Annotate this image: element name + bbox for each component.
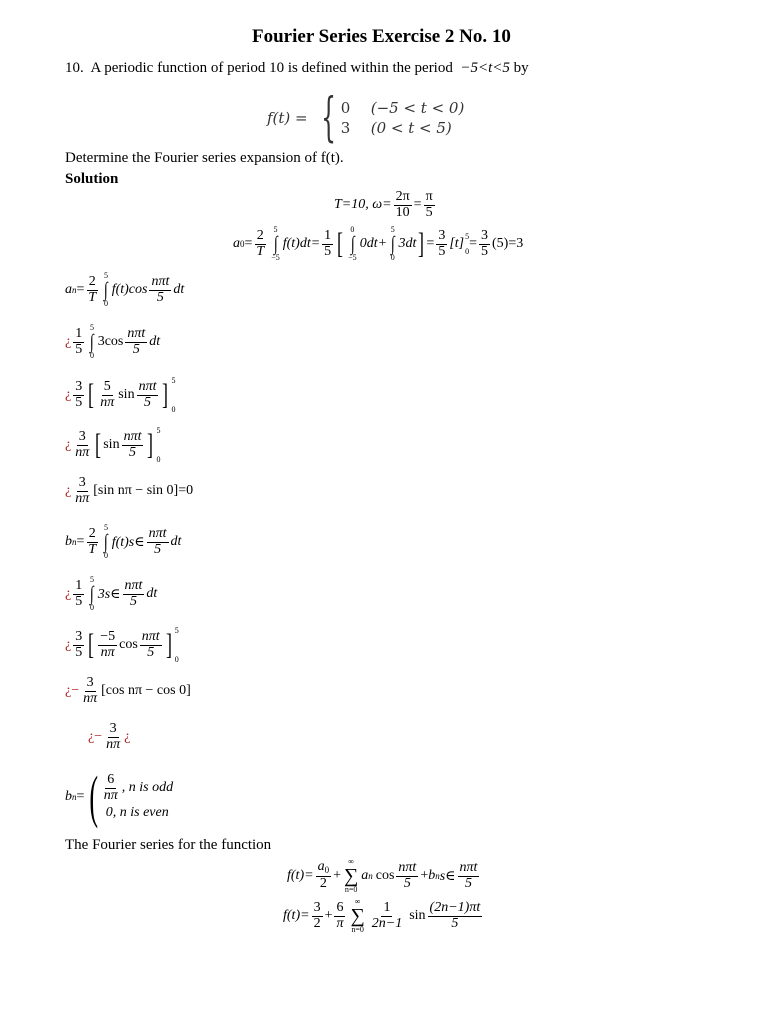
sum-upper: ∞ xyxy=(354,897,361,906)
case2-condition: (0 < t < 5) xyxy=(370,119,452,137)
equation-bn xyxy=(65,524,181,560)
series-intro: The Fourier series for the function xyxy=(65,837,272,853)
eq-text: 3cos xyxy=(97,334,124,349)
frac-den: π xyxy=(336,915,344,931)
equation-bn-step2 xyxy=(65,576,157,612)
frac-num: nπt xyxy=(398,859,417,875)
problem-by: by xyxy=(513,60,529,76)
frac-num: 3 xyxy=(78,475,86,490)
frac-num: 3 xyxy=(86,675,94,690)
eq-text: sin xyxy=(409,908,426,923)
case1-condition: (−5 < t < 0) xyxy=(370,99,465,117)
eq-text: 3dt xyxy=(398,236,417,251)
frac-num: nπt xyxy=(124,577,143,593)
fraction xyxy=(73,430,91,460)
frac-den: 10 xyxy=(395,204,410,220)
fraction xyxy=(98,380,116,410)
fraction xyxy=(73,327,84,357)
eq-text: sin xyxy=(103,437,120,452)
frac-num: −5 xyxy=(100,628,116,644)
integral-sign: 5 ∫ 0 xyxy=(103,271,108,308)
sum-upper: ∞ xyxy=(348,857,354,866)
eq-sub: n xyxy=(368,871,373,881)
eval-limits xyxy=(171,376,175,414)
frac-den: nπ xyxy=(100,394,115,410)
frac-num: 3 xyxy=(481,227,489,243)
frac-den: 5 xyxy=(438,243,446,259)
frac-den: 5 xyxy=(75,341,83,357)
equation-an xyxy=(65,272,184,308)
fraction xyxy=(334,901,345,931)
frac-den: nπ xyxy=(103,787,118,803)
equation-bn-step3 xyxy=(65,626,179,664)
frac-den: nπ xyxy=(75,444,90,460)
frac-den: 2n−1 xyxy=(371,915,403,931)
equation-an-step3 xyxy=(65,376,175,414)
fraction xyxy=(428,901,483,931)
int-upper: 5 xyxy=(103,271,108,280)
eq-text: + xyxy=(324,908,333,923)
fraction xyxy=(394,190,412,220)
int-upper: 5 xyxy=(89,575,94,584)
eq-text: f(t)cos xyxy=(111,282,148,297)
eq-text: dt xyxy=(149,334,161,349)
sum-sign: ∞ ∑ n=0 xyxy=(343,857,359,894)
int-upper: 5 xyxy=(390,225,395,234)
solution-label: Solution xyxy=(65,171,119,187)
eq-text: = xyxy=(469,236,478,251)
eval-upper: 5 xyxy=(156,426,161,435)
fraction xyxy=(86,527,98,557)
fraction xyxy=(73,630,84,660)
frac-num: π xyxy=(425,189,433,204)
eq-text: f(t)= xyxy=(287,868,314,883)
fraction xyxy=(73,380,84,410)
eq-text: cos xyxy=(375,868,395,883)
fraction xyxy=(122,430,144,460)
frac-den: 5 xyxy=(451,915,459,931)
frac-num: nπt xyxy=(127,325,146,341)
integral-sign: 5 ∫ 0 xyxy=(390,225,395,262)
int-lower: 0 xyxy=(89,603,94,612)
fraction xyxy=(254,229,266,259)
equation-bn-step4 xyxy=(65,676,191,706)
int-lower: 0 xyxy=(103,299,108,308)
int-lower: 0 xyxy=(103,551,108,560)
frac-den: T xyxy=(256,243,265,259)
eq-sub: n xyxy=(435,871,440,881)
frac-den: 5 xyxy=(156,289,164,305)
sum-lower: n=0 xyxy=(351,925,364,934)
frac-den: 5 xyxy=(129,593,137,609)
integral-sign: 5 ∫ 0 xyxy=(89,575,94,612)
equation-period-omega xyxy=(334,190,437,220)
frac-num: 2 xyxy=(256,227,264,243)
frac-num: 6 xyxy=(336,899,344,915)
eq-text: [t] xyxy=(449,236,465,251)
fraction xyxy=(140,630,162,660)
frac-den: 5 xyxy=(425,204,433,220)
cases-block xyxy=(84,764,174,829)
eval-lower: 0 xyxy=(465,247,470,256)
eq-text: dt xyxy=(146,586,158,601)
fraction xyxy=(102,773,120,803)
problem-number: 10. xyxy=(65,60,84,76)
eq-text: f(t)s∈ xyxy=(111,534,145,550)
piecewise-definition xyxy=(267,88,465,148)
frac-den: 5 xyxy=(132,341,140,357)
frac-den: 5 xyxy=(154,541,162,557)
fraction xyxy=(147,527,169,557)
frac-num: nπt xyxy=(151,273,170,289)
integral-sign: 5 ∫ 0 xyxy=(89,323,94,360)
eq-mark: ¿ xyxy=(65,637,72,652)
fraction xyxy=(104,722,122,752)
fraction xyxy=(479,229,490,259)
frac-num: 3 xyxy=(109,721,117,736)
integral-sign: 5 ∫ 0 xyxy=(103,523,108,560)
fraction xyxy=(149,275,171,305)
fraction xyxy=(123,579,145,609)
int-lower: 0 xyxy=(89,351,94,360)
eval-lower: 0 xyxy=(171,405,176,414)
case-brace: { xyxy=(320,88,336,148)
frac-num: 1 xyxy=(324,227,332,243)
frac-den: T xyxy=(88,289,97,305)
eq-sub: n xyxy=(72,285,77,295)
frac-den: nπ xyxy=(106,736,121,752)
frac-num: 1 xyxy=(75,325,83,341)
right-bracket: ] xyxy=(147,428,154,461)
sum-sign: ∞ ∑ n=0 xyxy=(350,897,365,934)
frac-den: 5 xyxy=(75,593,83,609)
frac-num: 3 xyxy=(78,428,86,444)
eq-sub: 0 xyxy=(240,239,245,249)
frac-num: (2n−1)πt xyxy=(429,899,481,915)
eq-text: 3s∈ xyxy=(97,586,121,602)
frac-den: 5 xyxy=(481,243,489,259)
frac-den: nπ xyxy=(83,690,98,706)
eq-text: = xyxy=(76,534,85,549)
int-lower: 0 xyxy=(390,253,395,262)
fraction xyxy=(137,380,159,410)
fraction xyxy=(98,630,117,660)
eq-mark: ¿− xyxy=(65,683,80,699)
frac-den: nπ xyxy=(100,644,115,660)
integral-sign: 5 ∫ −5 xyxy=(271,225,280,262)
eq-text: f(t)= xyxy=(283,908,310,923)
eq-text: s∈ xyxy=(439,868,456,884)
eq-text: = xyxy=(426,236,435,251)
eq-text: + xyxy=(333,868,341,883)
fraction xyxy=(312,901,323,931)
frac-num: 3 xyxy=(75,628,83,644)
frac-num: nπt xyxy=(148,525,167,541)
eq-text: a xyxy=(233,236,240,251)
fraction xyxy=(370,901,404,931)
left-bracket: [ xyxy=(88,378,95,411)
fraction xyxy=(73,476,91,506)
equation-a0 xyxy=(233,226,523,262)
frac-num: 3 xyxy=(438,227,446,243)
eval-upper: 5 xyxy=(171,376,176,385)
problem-range: −5<t<5 xyxy=(460,60,510,76)
fraction xyxy=(316,860,332,891)
fraction xyxy=(322,229,333,259)
equation-series-general xyxy=(287,858,481,894)
eq-sub: n xyxy=(72,792,77,802)
int-lower: −5 xyxy=(271,253,280,262)
right-bracket: ] xyxy=(162,378,169,411)
eq-text: b xyxy=(65,534,72,549)
eq-text: = xyxy=(244,236,253,251)
eq-mark: ¿ xyxy=(65,586,72,601)
eq-mark: ¿− xyxy=(88,729,103,745)
task-text: Determine the Fourier series expansion of f(t). xyxy=(65,150,344,166)
equation-bn-cases xyxy=(65,764,174,829)
frac-num: 2π xyxy=(395,189,410,204)
frac-num: 2 xyxy=(88,273,96,289)
eq-text: a xyxy=(361,868,369,883)
int-upper: 5 xyxy=(89,323,94,332)
eq-text: sin xyxy=(118,387,135,402)
eval-lower: 0 xyxy=(174,655,179,664)
eq-text: dt xyxy=(173,282,185,297)
frac-den: 5 xyxy=(75,394,83,410)
int-lower: −5 xyxy=(348,253,357,262)
eval-upper: 5 xyxy=(174,626,179,635)
equation-series-final xyxy=(283,898,484,934)
frac-num: 2 xyxy=(88,525,96,541)
frac-den: 5 xyxy=(147,644,155,660)
equation-an-step2 xyxy=(65,324,160,360)
eq-mark: ¿ xyxy=(65,483,72,499)
frac-num: 1 xyxy=(383,899,391,915)
int-upper: 5 xyxy=(273,225,278,234)
eval-limits xyxy=(156,426,160,464)
frac-den: T xyxy=(88,541,97,557)
eq-text: a xyxy=(65,282,72,297)
frac-den: nπ xyxy=(75,490,90,506)
int-upper: 0 xyxy=(350,225,355,234)
frac-den: 2 xyxy=(313,915,321,931)
frac-num: nπt xyxy=(123,428,142,444)
eval-upper: 5 xyxy=(465,232,470,241)
integral-sign: 0 ∫ −5 xyxy=(348,225,357,262)
eq-mark: ¿ xyxy=(65,437,72,452)
problem-statement xyxy=(65,60,529,77)
eq-text: [sin nπ − sin 0]=0 xyxy=(93,483,194,499)
eq-sub: n xyxy=(72,537,77,547)
frac-num: 6 xyxy=(107,771,115,787)
document-title: Fourier Series Exercise 2 No. 10 xyxy=(252,26,511,47)
eq-sub: 0 xyxy=(324,865,330,876)
frac-den: 5 xyxy=(464,875,472,891)
frac-num: 1 xyxy=(75,577,83,593)
eq-text: 0, n is even xyxy=(105,805,169,821)
eq-text: dt xyxy=(170,534,182,549)
right-bracket: ] xyxy=(165,628,172,661)
eq-text: (5)=3 xyxy=(492,236,524,251)
frac-den: 5 xyxy=(75,644,83,660)
eq-mark: ¿ xyxy=(65,334,72,349)
eq-text: 0dt+ xyxy=(359,236,388,251)
left-bracket: [ xyxy=(88,628,95,661)
equation-bn-step5 xyxy=(88,722,130,752)
frac-num: a xyxy=(317,859,325,875)
frac-num: 5 xyxy=(103,378,111,394)
frac-den: 5 xyxy=(129,444,137,460)
fraction xyxy=(396,861,418,891)
eq-text: = xyxy=(413,197,422,213)
frac-num: nπt xyxy=(141,628,160,644)
fraction xyxy=(458,861,480,891)
eq-text: + xyxy=(420,868,429,883)
eq-text: cos xyxy=(119,637,138,652)
frac-den: 5 xyxy=(324,243,332,259)
case2-value: 3 xyxy=(340,119,351,137)
eq-text: T=10, ω= xyxy=(334,197,392,213)
right-bracket: ] xyxy=(418,227,425,260)
frac-den: 5 xyxy=(403,875,411,891)
frac-num: 3 xyxy=(313,899,321,915)
eq-mark: ¿ xyxy=(65,387,72,402)
eq-text: b xyxy=(65,789,72,804)
problem-text: A periodic function of period 10 is defined within the period xyxy=(90,60,453,76)
case-brace: ( xyxy=(89,764,99,829)
eq-text: b xyxy=(428,868,436,883)
frac-den: 2 xyxy=(319,875,327,891)
function-label: f(t) = xyxy=(267,109,308,127)
eval-limits xyxy=(175,626,179,664)
frac-num: nπt xyxy=(459,859,478,875)
int-upper: 5 xyxy=(103,523,108,532)
sum-lower: n=0 xyxy=(344,885,358,894)
fraction xyxy=(436,229,447,259)
left-bracket: [ xyxy=(95,428,102,461)
eq-mark: ¿ xyxy=(124,729,131,745)
fraction xyxy=(73,579,84,609)
fraction xyxy=(424,190,435,220)
eq-text: = xyxy=(76,282,85,297)
frac-den: 5 xyxy=(144,394,152,410)
fraction xyxy=(86,275,98,305)
frac-num: 3 xyxy=(75,378,83,394)
fraction xyxy=(125,327,147,357)
equation-an-step4 xyxy=(65,426,160,464)
frac-num: nπt xyxy=(138,378,157,394)
fraction xyxy=(81,676,99,706)
equation-an-step5 xyxy=(65,476,193,506)
case1-value: 0 xyxy=(340,99,351,117)
eq-text: f(t)dt= xyxy=(282,236,321,251)
left-bracket: [ xyxy=(337,227,344,260)
eval-lower: 0 xyxy=(156,455,161,464)
eq-text: = xyxy=(76,789,85,804)
eq-text: , n is odd xyxy=(121,780,174,795)
eq-text: [cos nπ − cos 0] xyxy=(101,683,191,699)
